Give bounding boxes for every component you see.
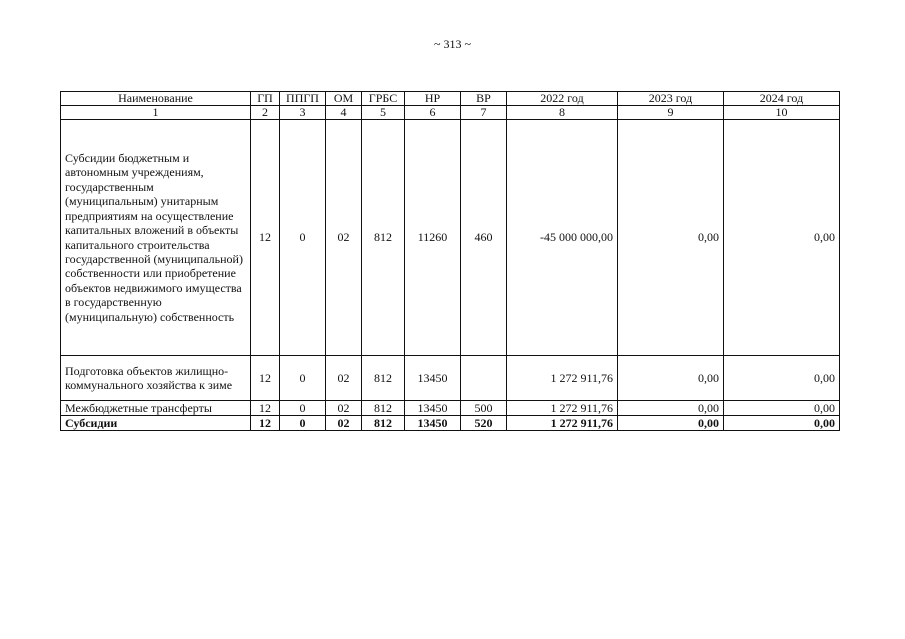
column-number: 9: [618, 106, 724, 120]
row-vr: 520: [461, 416, 507, 431]
row-nr: 13450: [405, 416, 461, 431]
header-name: Наименование: [61, 92, 251, 106]
row-name: Подготовка объектов жилищно-коммунального хозяйства к зиме: [61, 356, 251, 401]
row-gp: 12: [251, 416, 280, 431]
row-vr: 500: [461, 401, 507, 416]
row-2022: 1 272 911,76: [507, 401, 618, 416]
column-number: 2: [251, 106, 280, 120]
row-2024: 0,00: [724, 416, 840, 431]
row-name: Субсидии бюджетным и автономным учреждениям, государственным (муниципальным) унитарным предприятиям на осуществление капитальных вложений в объекты капитального строительства государственной (муниципальной) собственности или приобретение объектов недвижимого имущества в государственную (муниципальную) собственность: [61, 120, 251, 356]
row-ppgp: 0: [280, 401, 326, 416]
header-row: [61, 92, 840, 106]
header-om: ОМ: [326, 92, 362, 106]
column-number-row: [61, 106, 840, 120]
row-gp: 12: [251, 356, 280, 401]
table-row: [61, 416, 840, 431]
row-grbs: 812: [362, 401, 405, 416]
row-name: Субсидии: [61, 416, 251, 431]
column-number: 7: [461, 106, 507, 120]
row-2023: 0,00: [618, 120, 724, 356]
row-nr: 13450: [405, 401, 461, 416]
row-2024: 0,00: [724, 401, 840, 416]
header-nr: НР: [405, 92, 461, 106]
row-ppgp: 0: [280, 416, 326, 431]
row-om: 02: [326, 356, 362, 401]
row-om: 02: [326, 401, 362, 416]
header-2024: 2024 год: [724, 92, 840, 106]
column-number: 5: [362, 106, 405, 120]
column-number: 10: [724, 106, 840, 120]
header-grbs: ГРБС: [362, 92, 405, 106]
row-gp: 12: [251, 401, 280, 416]
row-gp: 12: [251, 120, 280, 356]
column-number: 1: [61, 106, 251, 120]
row-vr: 460: [461, 120, 507, 356]
row-grbs: 812: [362, 356, 405, 401]
row-grbs: 812: [362, 120, 405, 356]
header-2023: 2023 год: [618, 92, 724, 106]
row-2022: 1 272 911,76: [507, 416, 618, 431]
page-number: ~ 313 ~: [434, 37, 471, 51]
row-nr: 13450: [405, 356, 461, 401]
table-row: [61, 356, 840, 401]
row-name: Межбюджетные трансферты: [61, 401, 251, 416]
column-number: 6: [405, 106, 461, 120]
column-number: 3: [280, 106, 326, 120]
table-row: [61, 401, 840, 416]
row-vr: [461, 356, 507, 401]
row-2023: 0,00: [618, 401, 724, 416]
row-ppgp: 0: [280, 356, 326, 401]
header-2022: 2022 год: [507, 92, 618, 106]
column-number: 8: [507, 106, 618, 120]
row-2023: 0,00: [618, 356, 724, 401]
row-nr: 11260: [405, 120, 461, 356]
budget-table: [60, 91, 840, 431]
header-ppgp: ППГП: [280, 92, 326, 106]
row-2024: 0,00: [724, 120, 840, 356]
column-number: 4: [326, 106, 362, 120]
row-2022: -45 000 000,00: [507, 120, 618, 356]
table-row: [61, 120, 840, 356]
row-2022: 1 272 911,76: [507, 356, 618, 401]
row-om: 02: [326, 120, 362, 356]
header-vr: ВР: [461, 92, 507, 106]
row-om: 02: [326, 416, 362, 431]
row-grbs: 812: [362, 416, 405, 431]
row-2024: 0,00: [724, 356, 840, 401]
header-gp: ГП: [251, 92, 280, 106]
row-2023: 0,00: [618, 416, 724, 431]
row-ppgp: 0: [280, 120, 326, 356]
